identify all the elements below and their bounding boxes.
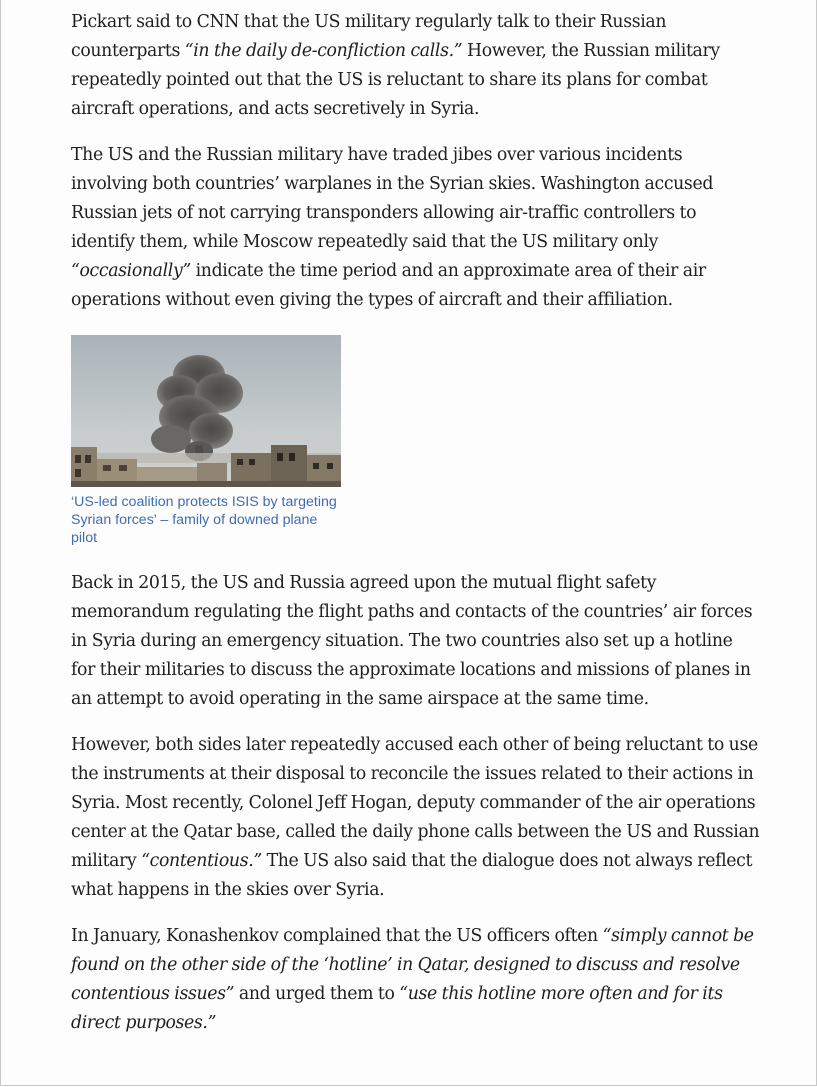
related-article-image[interactable]	[71, 335, 341, 487]
paragraph-mutual-accusations: However, both sides later repeatedly accused each other of being reluctant to use the instruments at their disposal to reconcile the issues related to their actions in Syria. Most recently, Colonel Jeff Hogan, deputy commander of the air operations center at the Qatar base, called the daily phone calls between the US and Russian military “contentious.” The US also said that the dialogue does not always reflect what happens in the skies over Syria.	[71, 735, 760, 900]
article-body	[71, 8, 761, 1055]
related-article-link[interactable]: ‘US-led coalition protects ISIS by targeting Syrian forces’ – family of downed plane pilot	[71, 494, 337, 546]
paragraph-konashenkov-complaint: In January, Konashenkov complained that the US officers often “simply cannot be found on the other side of the ‘hotline’ in Qatar, designed to discuss and resolve contentious issues” and urged them to “use this hotline more often and for its direct purposes.”	[71, 926, 754, 1033]
paragraph-flight-safety-memorandum: Back in 2015, the US and Russia agreed upon the mutual flight safety memorandum regulating the flight paths and contacts of the countries’ air forces in Syria during an emergency situation. The two countries also set up a hotline for their militaries to discuss the approximate locations and missions of planes in an attempt to avoid operating in the same airspace at the same time.	[71, 573, 753, 709]
related-article-card[interactable]	[71, 335, 343, 547]
quote-contentious: “contentious.”	[141, 851, 262, 871]
quote-deconfliction-calls: “in the daily de-confliction calls.”	[184, 41, 463, 61]
paragraph-cnn-deconfliction: Pickart said to CNN that the US military regularly talk to their Russian counterparts “in the daily de-confliction calls.” However, the Russian military repeatedly pointed out that the US is reluctant to share its plans for combat aircraft operations, and acts secretively in Syria.	[71, 12, 720, 119]
quote-occasionally: “occasionally”	[71, 261, 191, 281]
paragraph-traded-jibes: The US and the Russian military have traded jibes over various incidents involving both countries’ warplanes in the Syrian skies. Washington accused Russian jets of not carrying transponders allowing air-traffic controllers to identify them, while Moscow repeatedly said that the US military only “occasionally” indicate the time period and an approximate area of their air operations without even giving the types of aircraft and their affiliation.	[71, 145, 714, 310]
quote-use-this-hotline: “use this hotline more often and for its direct purposes.”	[71, 984, 723, 1033]
quote-simply-cannot-be-found: “simply cannot be found on the other side of the ‘hotline’ in Qatar, designed to discuss and resolve contentious issues”	[71, 926, 754, 1004]
